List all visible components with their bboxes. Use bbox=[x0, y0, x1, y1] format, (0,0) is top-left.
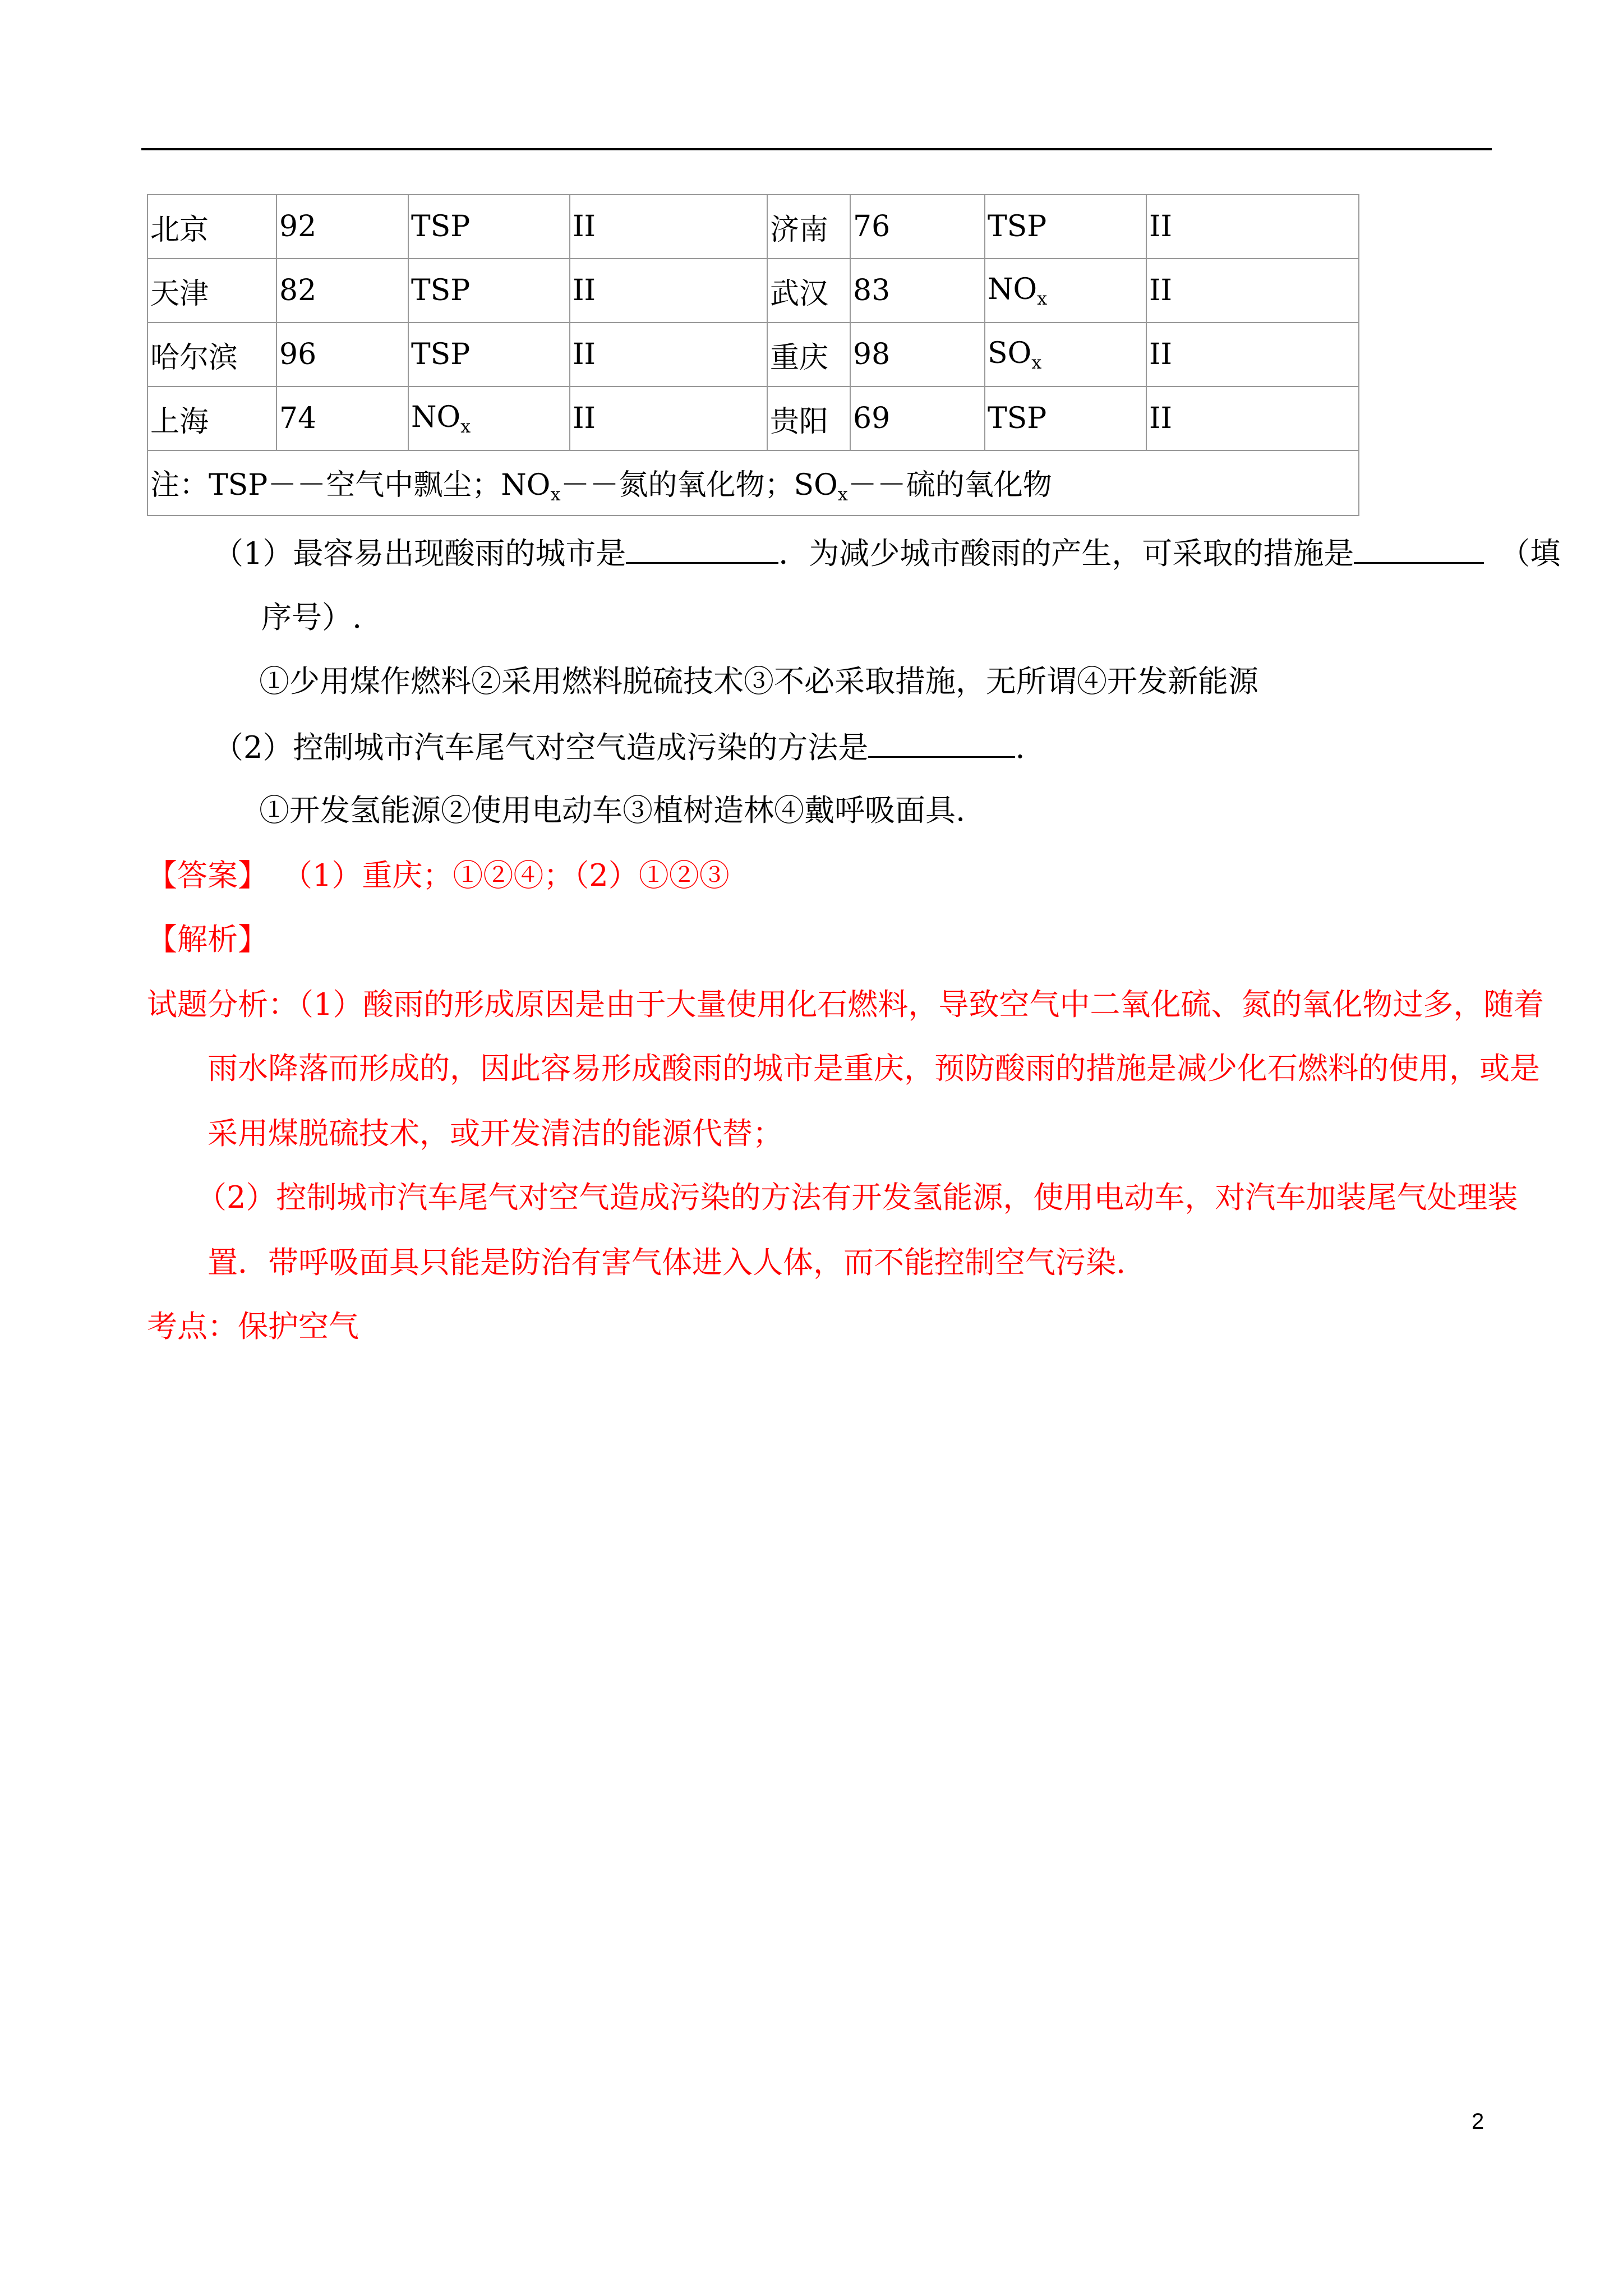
table-cell-pollutant: TSP bbox=[408, 195, 570, 259]
table-cell-pollutant: TSP bbox=[408, 323, 570, 386]
question1-options: ①少用煤作燃料②采用燃料脱硫技术③不必采取措施，无所谓④开发新能源 bbox=[259, 664, 1258, 699]
table-cell-level: II bbox=[1146, 386, 1359, 450]
question1-line2: 序号）. bbox=[261, 600, 362, 635]
kaodian-line: 考点：保护空气 bbox=[147, 1309, 359, 1344]
table-cell-level: II bbox=[1146, 259, 1359, 323]
analysis-line-1: 试题分析：（1）酸雨的形成原因是由于大量使用化石燃料，导致空气中二氧化硫、氮的氧化物过多，随着 bbox=[147, 987, 1544, 1022]
table-cell-city: 北京 bbox=[147, 195, 276, 259]
answer-text: （1）重庆；①②④；（2）①②③ bbox=[297, 858, 730, 893]
table-cell-value: 69 bbox=[850, 386, 985, 450]
table-body bbox=[147, 195, 1359, 450]
table-cell-level: II bbox=[570, 259, 767, 323]
table-row bbox=[147, 323, 1359, 386]
table-cell-city: 重庆 bbox=[767, 323, 850, 386]
analysis-line-3: 采用煤脱硫技术，或开发清洁的能源代替； bbox=[208, 1116, 783, 1151]
table-cell-pollutant: TSP bbox=[985, 195, 1146, 259]
table-cell-city: 济南 bbox=[767, 195, 850, 259]
table-cell-pollutant: $NO_x$ bbox=[408, 386, 570, 450]
table-cell-pollutant: TSP bbox=[985, 386, 1146, 450]
page-number: 2 bbox=[1472, 2109, 1484, 2134]
table-cell-level: II bbox=[570, 386, 767, 450]
analysis-label: 【解析】 bbox=[147, 922, 268, 957]
table-row bbox=[147, 386, 1359, 450]
question2-options: ①开发氢能源②使用电动车③植树造林④戴呼吸面具. bbox=[259, 793, 966, 828]
table-cell-city: 贵阳 bbox=[767, 386, 850, 450]
answer-blank-2[interactable] bbox=[1354, 533, 1484, 564]
answer-label: 【答案】 bbox=[147, 858, 268, 893]
table-row bbox=[147, 259, 1359, 323]
analysis-line-2: 雨水降落而形成的，因此容易形成酸雨的城市是重庆，预防酸雨的措施是减少化石燃料的使用，或是 bbox=[208, 1051, 1540, 1086]
table-cell-value: 76 bbox=[850, 195, 985, 259]
answer-blank-1[interactable] bbox=[626, 533, 778, 564]
table-cell-level: II bbox=[570, 323, 767, 386]
question1-line1: （1）最容易出现酸雨的城市是 ．为减少城市酸雨的产生，可采取的措施是 （填 bbox=[213, 533, 1560, 573]
analysis-line-5: 置．带呼吸面具只能是防治有害气体进入人体，而不能控制空气污染. bbox=[208, 1245, 1126, 1280]
table-cell-value: 74 bbox=[276, 386, 408, 450]
table-cell-city: 天津 bbox=[147, 259, 276, 323]
table-cell-level: II bbox=[1146, 195, 1359, 259]
table-cell-value: 96 bbox=[276, 323, 408, 386]
table-cell-value: 92 bbox=[276, 195, 408, 259]
table-cell-pollutant: $SO_x$ bbox=[985, 323, 1146, 386]
air-quality-table bbox=[147, 194, 1359, 516]
analysis-line-4: （2）控制城市汽车尾气对空气造成污染的方法有开发氢能源，使用电动车，对汽车加装尾气处理装 bbox=[196, 1180, 1518, 1215]
table-cell-value: 83 bbox=[850, 259, 985, 323]
answer-line bbox=[147, 856, 730, 895]
table-row bbox=[147, 195, 1359, 259]
table-cell-pollutant: TSP bbox=[408, 259, 570, 323]
table-cell-city: 武汉 bbox=[767, 259, 850, 323]
question2-line: （2）控制城市汽车尾气对空气造成污染的方法是 . bbox=[213, 727, 1025, 767]
table-cell-city: 上海 bbox=[147, 386, 276, 450]
table-note-row bbox=[147, 450, 1359, 516]
table-note: 注：TSP－－空气中飘尘；$NO_x--$氮的氧化物；$SO_x--$硫的氧化物 bbox=[147, 450, 1359, 516]
answer-blank-3[interactable] bbox=[868, 727, 1015, 758]
table-cell-value: 82 bbox=[276, 259, 408, 323]
header-rule bbox=[141, 148, 1492, 150]
table-cell-city: 哈尔滨 bbox=[147, 323, 276, 386]
table-cell-level: II bbox=[570, 195, 767, 259]
table-cell-value: 98 bbox=[850, 323, 985, 386]
table-cell-level: II bbox=[1146, 323, 1359, 386]
table-cell-pollutant: $NO_x$ bbox=[985, 259, 1146, 323]
